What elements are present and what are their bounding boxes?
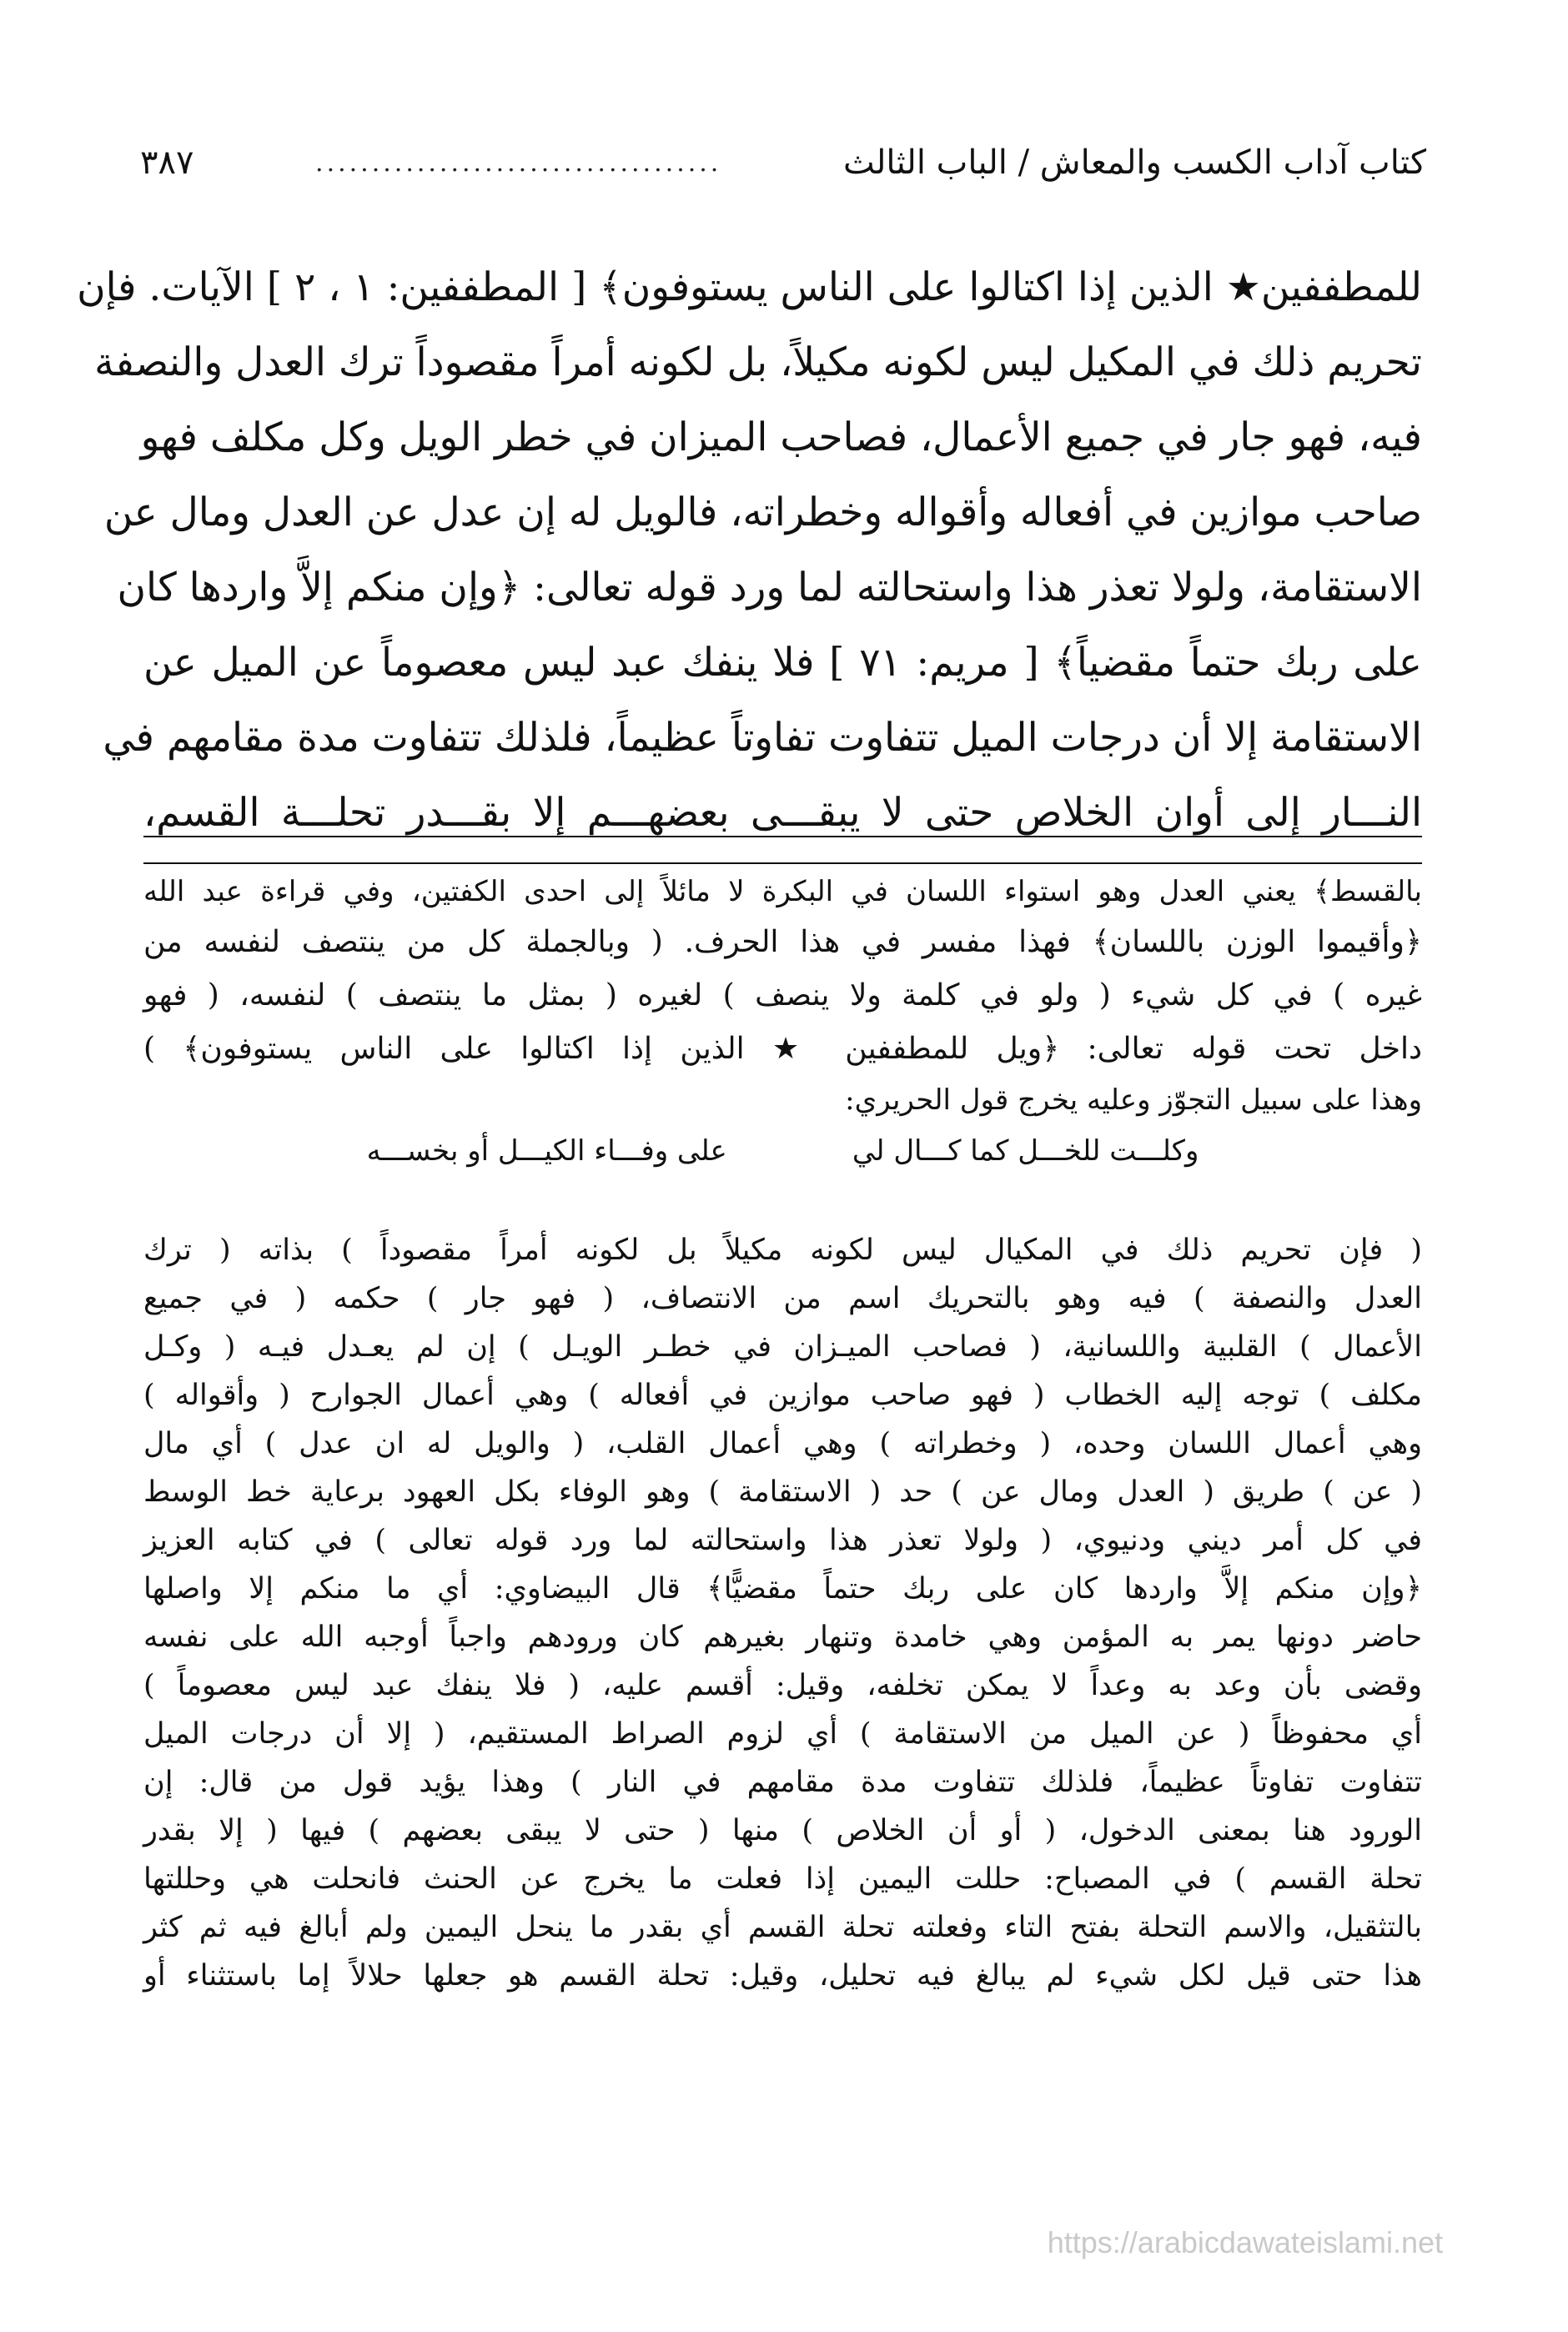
- poetry-verse: [143, 1124, 1422, 1178]
- page-number: ٣٨٧: [140, 143, 194, 182]
- commentary-line: وهي أعمال اللسان وحده، ( وخطراته ) وهي أعمال القلب، ( والويل له ان عدل ) أي مال: [143, 1427, 1422, 1460]
- source-watermark: https://arabicdawateislami.net: [1047, 2225, 1443, 2259]
- running-title: كتاب آداب الكسب والمعاش / الباب الثالث: [842, 143, 1426, 182]
- main-text-line: للمطففين★ الذين إذا اكتالوا على الناس يستوفون﴾ [ المطففين: ١ ، ٢ ] الآيات. فإن: [77, 264, 1422, 310]
- commentary-line: وهذا على سبيل التجوّز وعليه يخرج قول الحريري:: [845, 1083, 1422, 1117]
- commentary-block-1: [143, 867, 1422, 1178]
- leader-dots: ....................................: [315, 148, 722, 178]
- commentary-line: هذا حتى قيل لكل شيء لم يبالغ فيه تحليل، وقيل: تحلة القسم هو جعلها حلالاً إما باستثناء أو: [143, 1959, 1422, 1993]
- footnote-separator: [143, 862, 1422, 864]
- main-text-line: تحريم ذلك في المكيل ليس لكونه مكيلاً، بل لكونه أمراً مقصوداً ترك العدل والنصفة: [94, 339, 1422, 385]
- commentary-line: وقضى بأن وعد به وعداً لا يمكن تخلفه، وقيل: أقسم عليه، ( فلا ينفك عبد ليس معصوماً ): [143, 1669, 1422, 1702]
- main-text-line: فيه، فهو جار في جميع الأعمال، فصاحب الميزان في خطر الويل وكل مكلف فهو: [140, 415, 1422, 460]
- commentary-block-2: [143, 1226, 1422, 2000]
- commentary-line: ( فإن تحريم ذلك في المكيال ليس لكونه مكيلاً بل لكونه أمراً مقصوداً ) بذاته ( ترك: [143, 1234, 1422, 1267]
- commentary-line: مكلف ) توجه إليه الخطاب ( فهو صاحب موازين في أفعاله ) وهي أعمال الجوارح ( وأقواله ): [143, 1379, 1422, 1412]
- commentary-line: بالتثقيل، والاسم التحلة بفتح التاء وفعلته تحلة القسم أي بقدر ما ينحل اليمين ولم أبالغ فيه ثم كثر: [143, 1911, 1422, 1944]
- running-header: [140, 125, 1426, 200]
- commentary-line: الورود هنا بمعنى الدخول، ( أو أن الخلاص ) منها ( حتى لا يبقى بعضهم ) فيها ( إلا بقدر: [143, 1814, 1422, 1847]
- main-text-line: الاستقامة إلا أن درجات الميل تتفاوت تفاوتاً عظيماً، فلذلك تتفاوت مدة مقامهم في: [103, 715, 1422, 761]
- commentary-line: ﴿وأقيموا الوزن باللسان﴾ فهذا مفسر في هذا الحرف. ( وبالجملة كل من ينتصف لنفسه من: [143, 925, 1422, 959]
- verse-first-hemistich: وكلـــت للخـــل كما كـــال لي: [852, 1134, 1199, 1168]
- commentary-line: داخل تحت قوله تعالى: ﴿ويل للمطففين ★ الذين إذا اكتالوا على الناس يستوفون﴾ ): [143, 1032, 1422, 1066]
- main-text-line: صاحب موازين في أفعاله وأقواله وخطراته، فالويل له إن عدل عن العدل ومال عن: [103, 490, 1422, 535]
- commentary-line: تتفاوت تفاوتاً عظيماً، فلذلك تتفاوت مدة مقامهم في النار ) وهذا يؤيد قول من قال: إن: [143, 1766, 1422, 1799]
- commentary-line: في كل أمر ديني ودنيوي، ( ولولا تعذر هذا واستحالته لما ورد قوله تعالى ) في كتابه العزيز: [143, 1524, 1422, 1557]
- main-text-line: الاستقامة، ولولا تعذر هذا واستحالته لما ورد قوله تعالى: ﴿وإن منكم إلاَّ واردها كان: [117, 565, 1422, 611]
- main-text-line: النـــار إلى أوان الخلاص حتى لا يبقـــى بعضهـــم إلا بقـــدر تحلـــة القسم،: [143, 790, 1422, 836]
- verse-second-hemistich: على وفـــاء الكيـــل أو بخســـه: [366, 1134, 727, 1168]
- commentary-line: ﴿وإن منكم إلاَّ واردها كان على ربك حتماً مقضيًّا﴾ قال البيضاوي: أي ما منكم إلا واصلها: [143, 1572, 1422, 1606]
- commentary-line: حاضر دونها يمر به المؤمن وهي خامدة وتنهار بغيرهم كان ورودهم واجباً أوجبه الله على نفسه: [143, 1621, 1422, 1654]
- commentary-line: بالقسط﴾ يعني العدل وهو استواء اللسان في البكرة لا مائلاً إلى احدى الكفتين، وفي قراءة عبد الله: [143, 875, 1422, 908]
- commentary-line: ( عن ) طريق ( العدل ومال عن ) حد ( الاستقامة ) وهو الوفاء بكل العهود برعاية خط الوسط: [143, 1475, 1422, 1509]
- main-text: [77, 250, 1422, 851]
- commentary-line: الأعمال ) القلبية واللسانية، ( فصاحب الميـزان في خطـر الويـل ) إن لم يعـدل فيـه ( وكـل: [143, 1330, 1422, 1364]
- commentary-line: العدل والنصفة ) فيه وهو بالتحريك اسم من الانتصاف، ( فهو جار ) حكمه ( في جميع: [143, 1282, 1422, 1315]
- commentary-line: غيره ) في كل شيء ( ولو في كلمة ولا ينصف ) لغيره ( بمثل ما ينتصف ) لنفسه، ( فهو: [143, 978, 1422, 1013]
- commentary-line: تحلة القسم ) في المصباح: حللت اليمين إذا فعلت ما يخرج عن الحنث فانحلت هي وحللتها: [143, 1862, 1422, 1896]
- commentary-line: أي محفوظاً ( عن الميل من الاستقامة ) أي لزوم الصراط المستقيم، ( إلا أن درجات الميل: [143, 1717, 1422, 1751]
- main-text-rule: [143, 836, 1422, 837]
- main-text-line: على ربك حتماً مقضياً﴾ [ مريم: ٧١ ] فلا ينفك عبد ليس معصوماً عن الميل عن: [143, 640, 1422, 686]
